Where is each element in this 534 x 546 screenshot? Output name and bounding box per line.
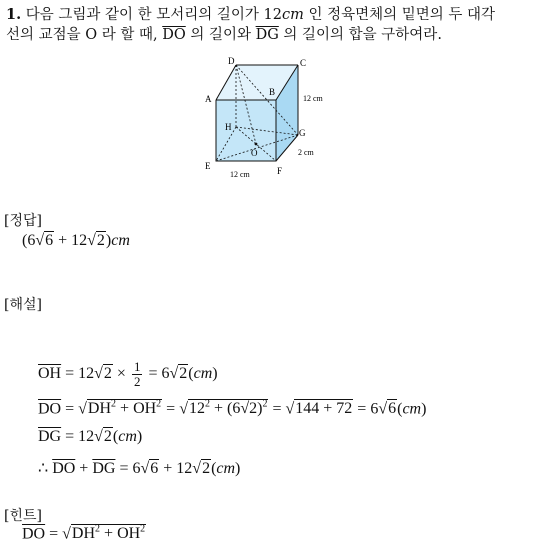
hint-header: [힌트] — [4, 508, 42, 524]
cube-figure — [190, 55, 340, 180]
explanation-line-4: ∴ $\overline{DO} + \overline{DG} = 6√6 + 12√2(cm)$ — [38, 460, 241, 477]
vertex-label-d: D — [228, 56, 235, 66]
explanation-line-2: $\overline{DO} = √DH^2 + \overline{OH}^2 = √12^2 + (6√2)^2 = √144 + 72 = 6√6(cm)$ — [38, 399, 427, 418]
vertex-label-f: F — [277, 166, 283, 176]
question-line-1: 1. 다음 그림과 같이 한 모서리의 길이가 12cm 인 정육면체의 밑면의 두 대각 — [6, 6, 495, 23]
edge-length-small: 2 cm — [298, 148, 314, 157]
vertex-label-e: E — [205, 161, 211, 171]
explanation-line-3: $\overline{DG} = 12√2(cm)$ — [38, 428, 143, 445]
hint-formula: $\overline{DO} = √DH^2 + \overline{OH}^2$ — [22, 524, 146, 543]
vertex-label-g: G — [299, 128, 306, 138]
vertex-label-o: O — [251, 148, 258, 158]
vertex-label-a: A — [205, 94, 212, 104]
explanation-line-1: $\overline{OH} = 12√2$ × $\frac{1}{2}$ = 6√2(cm) — [38, 359, 218, 389]
answer-header: [정답] — [4, 213, 42, 229]
edge-length-right: 12 cm — [303, 94, 323, 103]
vertex-label-c: C — [300, 58, 307, 68]
question-line-2: 선의 교점을 O 라 할 때, $\overline{DO}$ 의 길이와 $\overline{DG}$ 의 길이의 합을 구하여라. — [6, 27, 442, 43]
answer-value: (6√6 + 12√2)cm — [22, 232, 130, 249]
vertex-label-h: H — [225, 122, 232, 132]
question-number: 1. — [6, 6, 22, 23]
vertex-label-b: B — [269, 87, 276, 97]
explanation-header: [해설] — [4, 297, 42, 313]
edge-length-bottom: 12 cm — [230, 170, 250, 179]
